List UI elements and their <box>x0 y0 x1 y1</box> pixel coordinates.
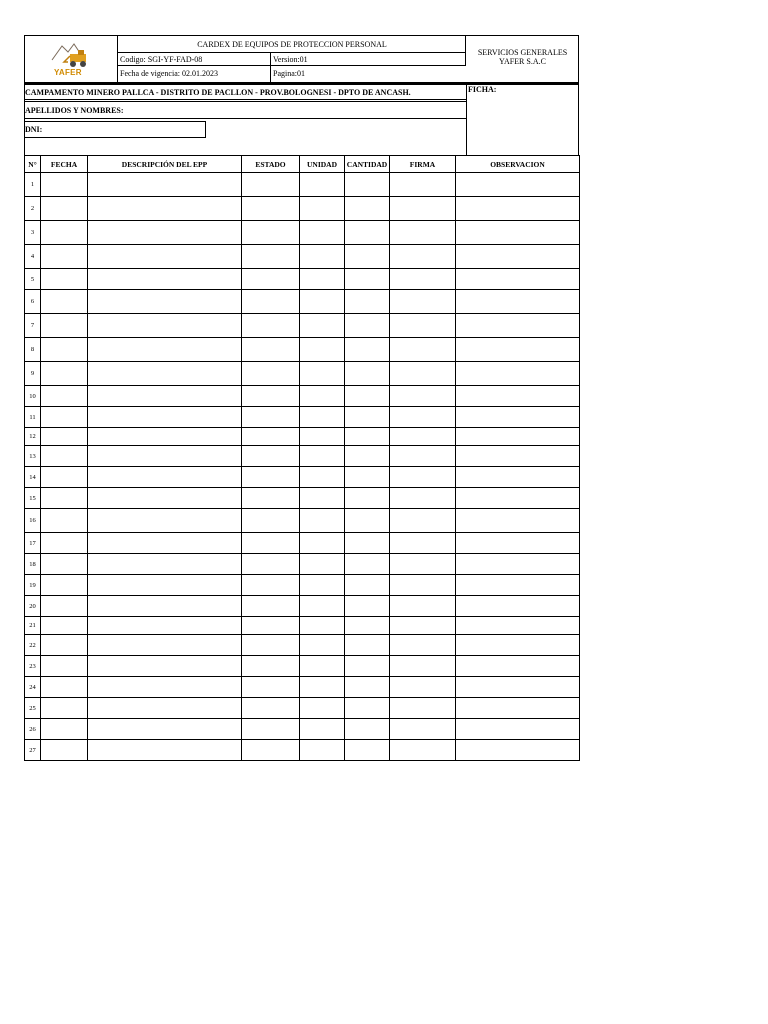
table-cell[interactable] <box>390 290 456 314</box>
table-cell[interactable] <box>41 173 88 197</box>
table-cell[interactable] <box>456 245 580 269</box>
table-cell[interactable] <box>41 362 88 386</box>
row-number: 21 <box>25 617 41 635</box>
table-cell[interactable] <box>41 269 88 290</box>
names-label: APELLIDOS Y NOMBRES: <box>25 106 124 115</box>
table-cell[interactable] <box>390 677 456 698</box>
table-cell[interactable] <box>456 740 580 761</box>
table-cell[interactable] <box>345 533 390 554</box>
company-name-line1: SERVICIOS GENERALES <box>477 48 568 57</box>
table-cell[interactable] <box>242 245 300 269</box>
table-cell[interactable] <box>300 173 345 197</box>
row-number: 4 <box>25 245 41 269</box>
table-cell[interactable] <box>88 290 242 314</box>
table-row <box>25 221 580 245</box>
table-cell[interactable] <box>300 197 345 221</box>
table-cell[interactable] <box>456 488 580 509</box>
table-cell[interactable] <box>41 596 88 617</box>
table-cell[interactable] <box>390 314 456 338</box>
table-cell[interactable] <box>41 656 88 677</box>
row-number: 3 <box>25 221 41 245</box>
table-cell[interactable] <box>41 290 88 314</box>
table-row <box>25 575 580 596</box>
table-cell[interactable] <box>345 290 390 314</box>
row-number: 18 <box>25 554 41 575</box>
table-cell[interactable] <box>41 533 88 554</box>
table-cell[interactable] <box>41 338 88 362</box>
table-row <box>25 533 580 554</box>
table-row <box>25 509 580 533</box>
form-title: CARDEX DE EQUIPOS DE PROTECCION PERSONAL <box>197 40 387 49</box>
table-cell[interactable] <box>345 467 390 488</box>
table-cell[interactable] <box>88 740 242 761</box>
table-cell[interactable] <box>242 290 300 314</box>
table-cell[interactable] <box>345 338 390 362</box>
table-cell[interactable] <box>390 446 456 467</box>
table-cell[interactable] <box>456 173 580 197</box>
table-cell[interactable] <box>242 656 300 677</box>
table-cell[interactable] <box>88 446 242 467</box>
table-cell[interactable] <box>456 428 580 446</box>
table-cell[interactable] <box>390 173 456 197</box>
table-cell[interactable] <box>88 617 242 635</box>
table-cell[interactable] <box>300 740 345 761</box>
column-header: CANTIDAD <box>345 156 390 173</box>
table-cell[interactable] <box>456 719 580 740</box>
table-cell[interactable] <box>300 719 345 740</box>
table-cell[interactable] <box>242 221 300 245</box>
table-cell[interactable] <box>390 269 456 290</box>
table-cell[interactable] <box>88 677 242 698</box>
row-number: 14 <box>25 467 41 488</box>
version-text: Version:01 <box>273 55 308 64</box>
table-cell[interactable] <box>41 698 88 719</box>
table-cell[interactable] <box>345 698 390 719</box>
table-cell[interactable] <box>456 596 580 617</box>
row-number: 16 <box>25 509 41 533</box>
table-cell[interactable] <box>88 575 242 596</box>
row-number: 22 <box>25 635 41 656</box>
table-cell[interactable] <box>345 221 390 245</box>
table-cell[interactable] <box>242 386 300 407</box>
table-cell[interactable] <box>41 677 88 698</box>
table-cell[interactable] <box>88 221 242 245</box>
table-cell[interactable] <box>390 362 456 386</box>
company-name-line2: YAFER S.A.C <box>499 57 546 66</box>
table-cell[interactable] <box>41 314 88 338</box>
row-number: 2 <box>25 197 41 221</box>
table-cell[interactable] <box>456 338 580 362</box>
table-cell[interactable] <box>345 596 390 617</box>
table-cell[interactable] <box>300 467 345 488</box>
table-cell[interactable] <box>390 533 456 554</box>
table-cell[interactable] <box>300 245 345 269</box>
table-cell[interactable] <box>242 698 300 719</box>
table-row <box>25 467 580 488</box>
table-cell[interactable] <box>456 221 580 245</box>
table-cell[interactable] <box>456 677 580 698</box>
table-cell[interactable] <box>41 509 88 533</box>
table-cell[interactable] <box>41 407 88 428</box>
table-cell[interactable] <box>390 338 456 362</box>
table-cell[interactable] <box>345 197 390 221</box>
table-cell[interactable] <box>456 197 580 221</box>
table-cell[interactable] <box>456 635 580 656</box>
table-cell[interactable] <box>88 269 242 290</box>
table-cell[interactable] <box>345 407 390 428</box>
table-row <box>25 428 580 446</box>
table-row <box>25 386 580 407</box>
table-row <box>25 488 580 509</box>
pagina-text: Pagina:01 <box>273 69 305 78</box>
table-cell[interactable] <box>300 446 345 467</box>
table-cell[interactable] <box>390 617 456 635</box>
table-cell[interactable] <box>300 533 345 554</box>
table-row <box>25 197 580 221</box>
table-cell[interactable] <box>390 407 456 428</box>
table-cell[interactable] <box>345 488 390 509</box>
table-cell[interactable] <box>88 314 242 338</box>
table-row <box>25 446 580 467</box>
column-header: ESTADO <box>242 156 300 173</box>
table-cell[interactable] <box>88 509 242 533</box>
table-cell[interactable] <box>300 407 345 428</box>
table-row <box>25 173 580 197</box>
table-cell[interactable] <box>300 677 345 698</box>
table-cell[interactable] <box>300 509 345 533</box>
table-cell[interactable] <box>88 698 242 719</box>
table-cell[interactable] <box>345 362 390 386</box>
table-cell[interactable] <box>456 446 580 467</box>
table-cell[interactable] <box>88 596 242 617</box>
table-cell[interactable] <box>242 362 300 386</box>
table-cell[interactable] <box>88 428 242 446</box>
table-cell[interactable] <box>242 446 300 467</box>
table-cell[interactable] <box>390 596 456 617</box>
table-cell[interactable] <box>242 314 300 338</box>
table-cell[interactable] <box>390 245 456 269</box>
epp-table <box>24 155 580 761</box>
table-cell[interactable] <box>345 386 390 407</box>
table-row <box>25 635 580 656</box>
table-cell[interactable] <box>88 467 242 488</box>
table-cell[interactable] <box>88 173 242 197</box>
table-row <box>25 596 580 617</box>
table-cell[interactable] <box>41 617 88 635</box>
table-cell[interactable] <box>456 467 580 488</box>
row-number: 6 <box>25 290 41 314</box>
table-cell[interactable] <box>88 245 242 269</box>
table-cell[interactable] <box>88 407 242 428</box>
table-header-row <box>25 156 580 173</box>
row-number: 5 <box>25 269 41 290</box>
table-cell[interactable] <box>300 575 345 596</box>
table-cell[interactable] <box>300 386 345 407</box>
table-cell[interactable] <box>345 617 390 635</box>
table-cell[interactable] <box>300 269 345 290</box>
table-row <box>25 269 580 290</box>
vigencia-text: Fecha de vigencia: 02.01.2023 <box>120 69 218 78</box>
row-number: 24 <box>25 677 41 698</box>
table-cell[interactable] <box>88 197 242 221</box>
row-number: 17 <box>25 533 41 554</box>
column-header: OBSERVACION <box>456 156 580 173</box>
table-cell[interactable] <box>345 509 390 533</box>
table-cell[interactable] <box>242 575 300 596</box>
table-cell[interactable] <box>456 362 580 386</box>
table-cell[interactable] <box>390 197 456 221</box>
column-header: UNIDAD <box>300 156 345 173</box>
table-cell[interactable] <box>300 656 345 677</box>
row-number: 8 <box>25 338 41 362</box>
company-logo <box>48 38 94 72</box>
table-cell[interactable] <box>300 362 345 386</box>
row-number: 26 <box>25 719 41 740</box>
column-header: N° <box>25 156 41 173</box>
table-cell[interactable] <box>242 269 300 290</box>
table-row <box>25 656 580 677</box>
table-cell[interactable] <box>41 740 88 761</box>
row-number: 11 <box>25 407 41 428</box>
table-cell[interactable] <box>390 656 456 677</box>
table-cell[interactable] <box>390 554 456 575</box>
table-cell[interactable] <box>456 656 580 677</box>
table-cell[interactable] <box>345 656 390 677</box>
table-cell[interactable] <box>390 740 456 761</box>
table-cell[interactable] <box>456 575 580 596</box>
table-cell[interactable] <box>88 635 242 656</box>
table-cell[interactable] <box>88 386 242 407</box>
table-cell[interactable] <box>345 446 390 467</box>
table-cell[interactable] <box>456 269 580 290</box>
table-row <box>25 245 580 269</box>
table-cell[interactable] <box>390 575 456 596</box>
table-cell[interactable] <box>41 197 88 221</box>
row-number: 15 <box>25 488 41 509</box>
table-cell[interactable] <box>300 617 345 635</box>
table-cell[interactable] <box>242 677 300 698</box>
table-cell[interactable] <box>456 509 580 533</box>
table-cell[interactable] <box>41 386 88 407</box>
table-row <box>25 554 580 575</box>
table-cell[interactable] <box>345 245 390 269</box>
table-cell[interactable] <box>456 407 580 428</box>
row-number: 25 <box>25 698 41 719</box>
table-cell[interactable] <box>345 635 390 656</box>
table-cell[interactable] <box>88 338 242 362</box>
table-cell[interactable] <box>242 509 300 533</box>
table-cell[interactable] <box>345 740 390 761</box>
table-row <box>25 338 580 362</box>
table-cell[interactable] <box>345 575 390 596</box>
table-cell[interactable] <box>242 596 300 617</box>
table-cell[interactable] <box>300 338 345 362</box>
row-number: 19 <box>25 575 41 596</box>
table-cell[interactable] <box>390 509 456 533</box>
table-cell[interactable] <box>242 533 300 554</box>
table-cell[interactable] <box>345 269 390 290</box>
table-cell[interactable] <box>300 698 345 719</box>
row-number: 12 <box>25 428 41 446</box>
names-field[interactable] <box>100 102 466 118</box>
table-row <box>25 362 580 386</box>
table-cell[interactable] <box>41 446 88 467</box>
table-row <box>25 698 580 719</box>
table-cell[interactable] <box>242 428 300 446</box>
table-row <box>25 407 580 428</box>
table-cell[interactable] <box>41 467 88 488</box>
table-cell[interactable] <box>300 554 345 575</box>
table-cell[interactable] <box>456 386 580 407</box>
table-row <box>25 740 580 761</box>
table-cell[interactable] <box>242 740 300 761</box>
table-cell[interactable] <box>300 596 345 617</box>
table-row <box>25 290 580 314</box>
row-number: 9 <box>25 362 41 386</box>
table-cell[interactable] <box>41 221 88 245</box>
row-number: 1 <box>25 173 41 197</box>
table-cell[interactable] <box>88 362 242 386</box>
logo-text: YAFER <box>54 68 82 77</box>
row-number: 13 <box>25 446 41 467</box>
codigo-text: Codigo: SGI-YF-FAD-08 <box>120 55 203 64</box>
table-cell[interactable] <box>456 698 580 719</box>
table-cell[interactable] <box>390 467 456 488</box>
table-cell[interactable] <box>390 698 456 719</box>
dni-field[interactable] <box>24 121 206 138</box>
table-row <box>25 617 580 635</box>
table-cell[interactable] <box>390 428 456 446</box>
column-header: FIRMA <box>390 156 456 173</box>
table-cell[interactable] <box>390 221 456 245</box>
column-header: FECHA <box>41 156 88 173</box>
table-cell[interactable] <box>242 488 300 509</box>
table-cell[interactable] <box>456 554 580 575</box>
table-cell[interactable] <box>300 314 345 338</box>
table-cell[interactable] <box>242 338 300 362</box>
location-text: CAMPAMENTO MINERO PALLCA - DISTRITO DE PACLLON - PROV.BOLOGNESI - DPTO DE ANCASH. <box>25 88 411 97</box>
table-cell[interactable] <box>456 314 580 338</box>
table-cell[interactable] <box>242 617 300 635</box>
table-cell[interactable] <box>242 719 300 740</box>
table-cell[interactable] <box>456 290 580 314</box>
ficha-label: FICHA: <box>468 85 497 94</box>
table-cell[interactable] <box>41 488 88 509</box>
table-cell[interactable] <box>88 554 242 575</box>
table-cell[interactable] <box>345 719 390 740</box>
table-cell[interactable] <box>345 173 390 197</box>
table-cell[interactable] <box>345 314 390 338</box>
table-row <box>25 677 580 698</box>
table-cell[interactable] <box>41 719 88 740</box>
table-cell[interactable] <box>242 197 300 221</box>
table-cell[interactable] <box>300 221 345 245</box>
table-cell[interactable] <box>41 245 88 269</box>
table-body <box>25 173 580 761</box>
table-cell[interactable] <box>88 656 242 677</box>
table-cell[interactable] <box>390 719 456 740</box>
table-cell[interactable] <box>390 488 456 509</box>
column-header: DESCRIPCIÓN DEL EPP <box>88 156 242 173</box>
table-cell[interactable] <box>300 428 345 446</box>
row-number: 7 <box>25 314 41 338</box>
table-cell[interactable] <box>300 635 345 656</box>
table-cell[interactable] <box>390 635 456 656</box>
table-cell[interactable] <box>300 488 345 509</box>
table-cell[interactable] <box>390 386 456 407</box>
table-cell[interactable] <box>88 488 242 509</box>
table-cell[interactable] <box>456 533 580 554</box>
table-cell[interactable] <box>345 554 390 575</box>
table-cell[interactable] <box>242 467 300 488</box>
row-number: 10 <box>25 386 41 407</box>
table-cell[interactable] <box>41 635 88 656</box>
table-cell[interactable] <box>456 617 580 635</box>
row-number: 20 <box>25 596 41 617</box>
table-cell[interactable] <box>88 719 242 740</box>
table-cell[interactable] <box>41 554 88 575</box>
dni-label: DNI: <box>25 125 43 134</box>
table-row <box>25 719 580 740</box>
table-cell[interactable] <box>300 290 345 314</box>
table-cell[interactable] <box>242 635 300 656</box>
row-number: 27 <box>25 740 41 761</box>
table-cell[interactable] <box>41 575 88 596</box>
table-cell[interactable] <box>242 173 300 197</box>
table-cell[interactable] <box>345 428 390 446</box>
table-row <box>25 314 580 338</box>
table-cell[interactable] <box>242 407 300 428</box>
table-cell[interactable] <box>88 533 242 554</box>
divider-2 <box>24 118 466 119</box>
table-cell[interactable] <box>345 677 390 698</box>
table-cell[interactable] <box>41 428 88 446</box>
row-number: 23 <box>25 656 41 677</box>
table-cell[interactable] <box>242 554 300 575</box>
